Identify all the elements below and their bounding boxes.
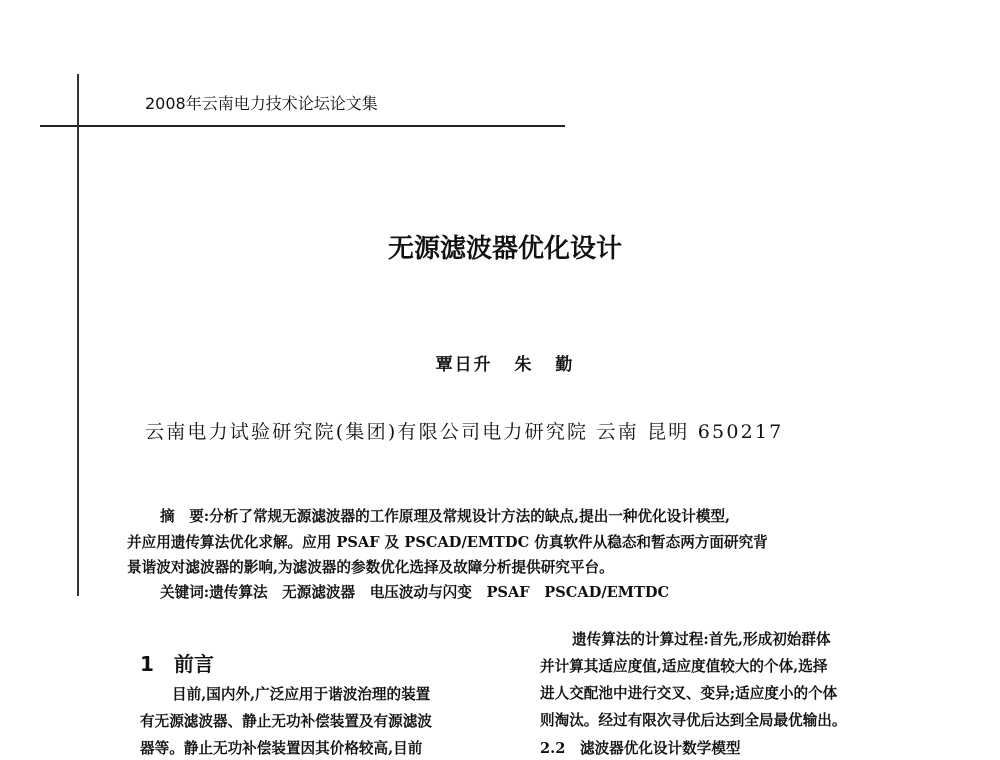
section-heading: 1 前言 [140,652,214,676]
running-header: 2008年云南电力技术论坛论文集 [145,94,378,113]
paper-authors: 覃日升 朱 勤 [435,355,575,375]
body-line: 进人交配池中进行交叉、变异;适应度小的个体 [540,685,838,702]
header-rule [40,125,565,127]
keywords: 关键词:遗传算法 无源滤波器 电压波动与闪变 PSAF PSCAD/EMTDC [160,584,670,601]
margin-rule [77,74,79,596]
body-line: 目前,国内外,广泛应用于谐波治理的装置 [172,686,431,703]
subsection-heading: 2.2 滤波器优化设计数学模型 [540,740,741,757]
body-line: 有无源滤波器、静止无功补偿装置及有源滤波 [140,713,432,730]
body-line: 并计算其适应度值,适应度值较大的个体,选择 [540,658,828,675]
abstract-line: 摘 要:分析了常规无源滤波器的工作原理及常规设计方法的缺点,提出一种优化设计模型, [160,508,731,525]
paper-title: 无源滤波器优化设计 [387,234,622,264]
abstract-line: 并应用遗传算法优化求解。应用 PSAF 及 PSCAD/EMTDC 仿真软件从稳态和暂态两方面研究背 [127,534,768,551]
abstract-line: 景谐波对滤波器的影响,为滤波器的参数优化选择及故障分析提供研究平台。 [127,559,614,576]
paper-affiliation: 云南电力试验研究院(集团)有限公司电力研究院 云南 昆明 650217 [145,421,784,443]
body-line: 则淘汰。经过有限次寻优后达到全局最优输出。 [540,712,847,729]
body-line: 器等。静止无功补偿装置因其价格较高,目前 [140,740,423,757]
body-line: 遗传算法的计算过程:首先,形成初始群体 [572,631,831,648]
